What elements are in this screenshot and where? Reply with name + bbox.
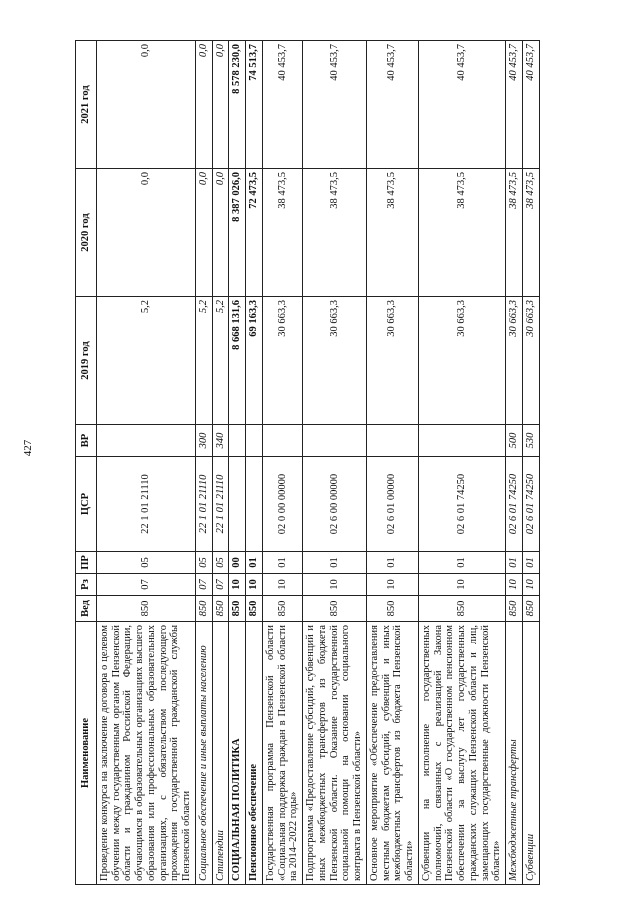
table-row bbox=[522, 41, 539, 885]
header-2020: 2020 год bbox=[76, 169, 97, 297]
cell-y2021: 0,0 bbox=[195, 41, 212, 169]
cell-ved: 850 bbox=[522, 596, 539, 622]
cell-y2019: 30 663,3 bbox=[522, 297, 539, 425]
cell-y2019: 8 668 131,6 bbox=[229, 297, 246, 425]
page-number: 427 bbox=[22, 439, 34, 457]
cell-vr: 530 bbox=[522, 425, 539, 457]
cell-y2020: 38 473,5 bbox=[522, 169, 539, 297]
cell-y2019: 30 663,3 bbox=[303, 297, 367, 425]
cell-y2021: 40 453,7 bbox=[303, 41, 367, 169]
cell-csr: 02 6 00 00000 bbox=[303, 457, 367, 552]
cell-y2021: 40 453,7 bbox=[506, 41, 523, 169]
header-pr: ПР bbox=[76, 552, 97, 574]
cell-y2019: 30 663,3 bbox=[262, 297, 302, 425]
cell-pr: 01 bbox=[366, 552, 418, 574]
cell-vr bbox=[262, 425, 302, 457]
cell-y2021: 40 453,7 bbox=[366, 41, 418, 169]
cell-y2020: 38 473,5 bbox=[366, 169, 418, 297]
cell-vr bbox=[96, 425, 195, 457]
table-row bbox=[366, 41, 418, 885]
cell-name: Субвенции на исполнение государственных полномочий, связанных с реализацией Закона Пензенской области «О государственном пенсионном обеспечении за выслугу лет государственных гражданских служащих Пензенской области и лиц, замещающих государственные должности Пензенской области» bbox=[418, 622, 505, 885]
cell-name: Основное мероприятие «Обеспечение предоставления местным бюджетам субсидий, субвенций и иных межбюджетных трансфертов из бюджета Пензенской области» bbox=[366, 622, 418, 885]
cell-y2020: 38 473,5 bbox=[262, 169, 302, 297]
cell-rz: 07 bbox=[212, 574, 229, 596]
cell-y2021: 40 453,7 bbox=[522, 41, 539, 169]
header-name: Наименование bbox=[76, 622, 97, 885]
cell-csr: 22 1 01 21110 bbox=[96, 457, 195, 552]
cell-name: Проведение конкурса на заключение договора о целевом обучении между государственным органом Пензенской области и гражданином Российской Федерации, обучающимся в образовательных организациях высшего образования или профессиональных образовательных организациях, с обязательством последующего прохождения государственной гражданской службы Пензенской области bbox=[96, 622, 195, 885]
cell-name: Стипендии bbox=[212, 622, 229, 885]
cell-vr bbox=[303, 425, 367, 457]
table-row bbox=[96, 41, 195, 885]
cell-y2020: 0,0 bbox=[212, 169, 229, 297]
cell-rz: 10 bbox=[506, 574, 523, 596]
cell-pr: 01 bbox=[303, 552, 367, 574]
cell-rz: 07 bbox=[195, 574, 212, 596]
cell-csr: 22 1 01 21110 bbox=[195, 457, 212, 552]
table-body bbox=[96, 41, 539, 885]
cell-y2019: 5,2 bbox=[195, 297, 212, 425]
cell-pr: 01 bbox=[522, 552, 539, 574]
cell-rz: 10 bbox=[522, 574, 539, 596]
table-row bbox=[195, 41, 212, 885]
cell-pr: 05 bbox=[96, 552, 195, 574]
cell-name: Межбюджетные трансферты bbox=[506, 622, 523, 885]
cell-y2021: 40 453,7 bbox=[262, 41, 302, 169]
cell-y2021: 8 578 230,0 bbox=[229, 41, 246, 169]
cell-pr: 05 bbox=[212, 552, 229, 574]
cell-y2021: 0,0 bbox=[96, 41, 195, 169]
cell-csr: 02 6 01 74250 bbox=[506, 457, 523, 552]
cell-name: Пенсионное обеспечение bbox=[246, 622, 263, 885]
cell-y2020: 38 473,5 bbox=[506, 169, 523, 297]
cell-rz: 10 bbox=[262, 574, 302, 596]
cell-ved: 850 bbox=[303, 596, 367, 622]
cell-vr bbox=[418, 425, 505, 457]
cell-y2019: 30 663,3 bbox=[366, 297, 418, 425]
cell-csr bbox=[246, 457, 263, 552]
header-2021: 2021 год bbox=[76, 41, 97, 169]
cell-pr: 01 bbox=[262, 552, 302, 574]
cell-rz: 07 bbox=[96, 574, 195, 596]
cell-y2019: 69 163,3 bbox=[246, 297, 263, 425]
cell-vr: 500 bbox=[506, 425, 523, 457]
cell-csr: 02 6 01 74250 bbox=[418, 457, 505, 552]
header-2019: 2019 год bbox=[76, 297, 97, 425]
cell-rz: 10 bbox=[418, 574, 505, 596]
cell-name: Социальное обеспечение и иные выплаты населению bbox=[195, 622, 212, 885]
cell-csr: 02 0 00 00000 bbox=[262, 457, 302, 552]
cell-csr: 22 1 01 21110 bbox=[212, 457, 229, 552]
cell-ved: 850 bbox=[418, 596, 505, 622]
table-row bbox=[506, 41, 523, 885]
cell-ved: 850 bbox=[212, 596, 229, 622]
cell-ved: 850 bbox=[506, 596, 523, 622]
cell-csr bbox=[229, 457, 246, 552]
cell-csr: 02 6 01 00000 bbox=[366, 457, 418, 552]
table-header-row bbox=[76, 41, 97, 885]
rotated-page-area bbox=[75, 40, 615, 885]
table-row bbox=[229, 41, 246, 885]
cell-name: Подпрограмма «Предоставление субсидий, субвенций и иных межбюджетных трансфертов из бюджета Пензенской области. Оказание государственной социальной помощи на основании социального контракта в Пензенской области» bbox=[303, 622, 367, 885]
table-row bbox=[418, 41, 505, 885]
header-csr: ЦСР bbox=[76, 457, 97, 552]
cell-vr bbox=[246, 425, 263, 457]
cell-pr: 01 bbox=[418, 552, 505, 574]
header-rz: Рз bbox=[76, 574, 97, 596]
table-row bbox=[262, 41, 302, 885]
cell-ved: 850 bbox=[262, 596, 302, 622]
cell-y2020: 0,0 bbox=[195, 169, 212, 297]
cell-rz: 10 bbox=[246, 574, 263, 596]
cell-ved: 850 bbox=[366, 596, 418, 622]
table-row bbox=[212, 41, 229, 885]
rotated-content bbox=[75, 40, 615, 885]
budget-table bbox=[75, 40, 540, 885]
cell-y2020: 72 473,5 bbox=[246, 169, 263, 297]
cell-pr: 05 bbox=[195, 552, 212, 574]
cell-y2021: 0,0 bbox=[212, 41, 229, 169]
table-row bbox=[303, 41, 367, 885]
cell-pr: 01 bbox=[506, 552, 523, 574]
cell-y2020: 0,0 bbox=[96, 169, 195, 297]
cell-y2021: 74 513,7 bbox=[246, 41, 263, 169]
cell-ved: 850 bbox=[229, 596, 246, 622]
cell-ved: 850 bbox=[195, 596, 212, 622]
cell-rz: 10 bbox=[366, 574, 418, 596]
cell-pr: 01 bbox=[246, 552, 263, 574]
cell-y2020: 38 473,5 bbox=[418, 169, 505, 297]
cell-name: Субвенции bbox=[522, 622, 539, 885]
cell-vr: 300 bbox=[195, 425, 212, 457]
cell-y2020: 38 473,5 bbox=[303, 169, 367, 297]
cell-ved: 850 bbox=[96, 596, 195, 622]
cell-name: СОЦИАЛЬНАЯ ПОЛИТИКА bbox=[229, 622, 246, 885]
cell-csr: 02 6 01 74250 bbox=[522, 457, 539, 552]
cell-pr: 00 bbox=[229, 552, 246, 574]
cell-y2019: 30 663,3 bbox=[418, 297, 505, 425]
cell-rz: 10 bbox=[229, 574, 246, 596]
cell-y2021: 40 453,7 bbox=[418, 41, 505, 169]
cell-y2020: 8 387 026,0 bbox=[229, 169, 246, 297]
cell-vr bbox=[229, 425, 246, 457]
header-ved: Вед bbox=[76, 596, 97, 622]
table-row bbox=[246, 41, 263, 885]
cell-vr: 340 bbox=[212, 425, 229, 457]
cell-rz: 10 bbox=[303, 574, 367, 596]
cell-y2019: 5,2 bbox=[96, 297, 195, 425]
header-vr: ВР bbox=[76, 425, 97, 457]
cell-y2019: 30 663,3 bbox=[506, 297, 523, 425]
cell-vr bbox=[366, 425, 418, 457]
cell-name: Государственная программа Пензенской области «Социальная поддержка граждан в Пензенской области на 2014–2022 годы» bbox=[262, 622, 302, 885]
cell-y2019: 5,2 bbox=[212, 297, 229, 425]
cell-ved: 850 bbox=[246, 596, 263, 622]
